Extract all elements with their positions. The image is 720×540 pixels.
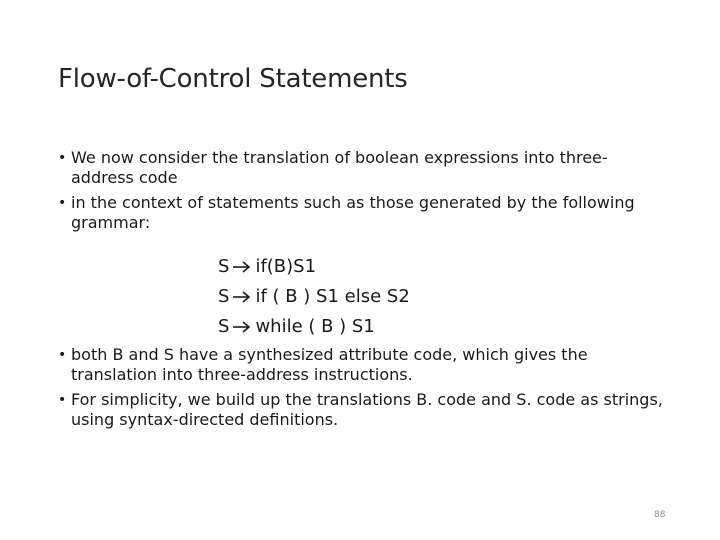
grammar-rules bbox=[218, 252, 410, 342]
rule-lhs: S bbox=[218, 256, 230, 277]
rule-rhs: if(B)S1 bbox=[255, 256, 317, 277]
bullet-item bbox=[58, 193, 668, 233]
grammar-rule bbox=[218, 282, 410, 312]
bullet-item bbox=[58, 345, 668, 385]
bullet-text: both B and S have a synthesized attribute code, which gives the translation into three-address instructions. bbox=[71, 345, 588, 384]
bullet-item bbox=[58, 390, 668, 430]
rule-rhs: if ( B ) S1 else S2 bbox=[255, 286, 410, 307]
bullet-list-bottom bbox=[58, 345, 668, 435]
bullet-text: in the context of statements such as those generated by the following grammar: bbox=[71, 193, 635, 232]
rule-rhs: while ( B ) S1 bbox=[255, 316, 375, 337]
bullet-item bbox=[58, 148, 668, 188]
bullet-dot-icon: • bbox=[58, 195, 67, 211]
bullet-dot-icon: • bbox=[58, 150, 67, 166]
grammar-rule bbox=[218, 312, 410, 342]
bullet-dot-icon: • bbox=[58, 392, 67, 408]
right-arrow-icon bbox=[232, 320, 252, 334]
slide-title: Flow-of-Control Statements bbox=[58, 64, 408, 94]
rule-lhs: S bbox=[218, 286, 230, 307]
right-arrow-icon bbox=[232, 260, 252, 274]
grammar-rule bbox=[218, 252, 410, 282]
bullet-text: We now consider the translation of boolean expressions into three-address code bbox=[71, 148, 608, 187]
rule-lhs: S bbox=[218, 316, 230, 337]
page-number: 88 bbox=[654, 510, 666, 520]
bullet-dot-icon: • bbox=[58, 347, 67, 363]
bullet-list-top bbox=[58, 148, 668, 238]
bullet-text: For simplicity, we build up the translations B. code and S. code as strings, using syntax-directed definitions. bbox=[71, 390, 663, 429]
right-arrow-icon bbox=[232, 290, 252, 304]
